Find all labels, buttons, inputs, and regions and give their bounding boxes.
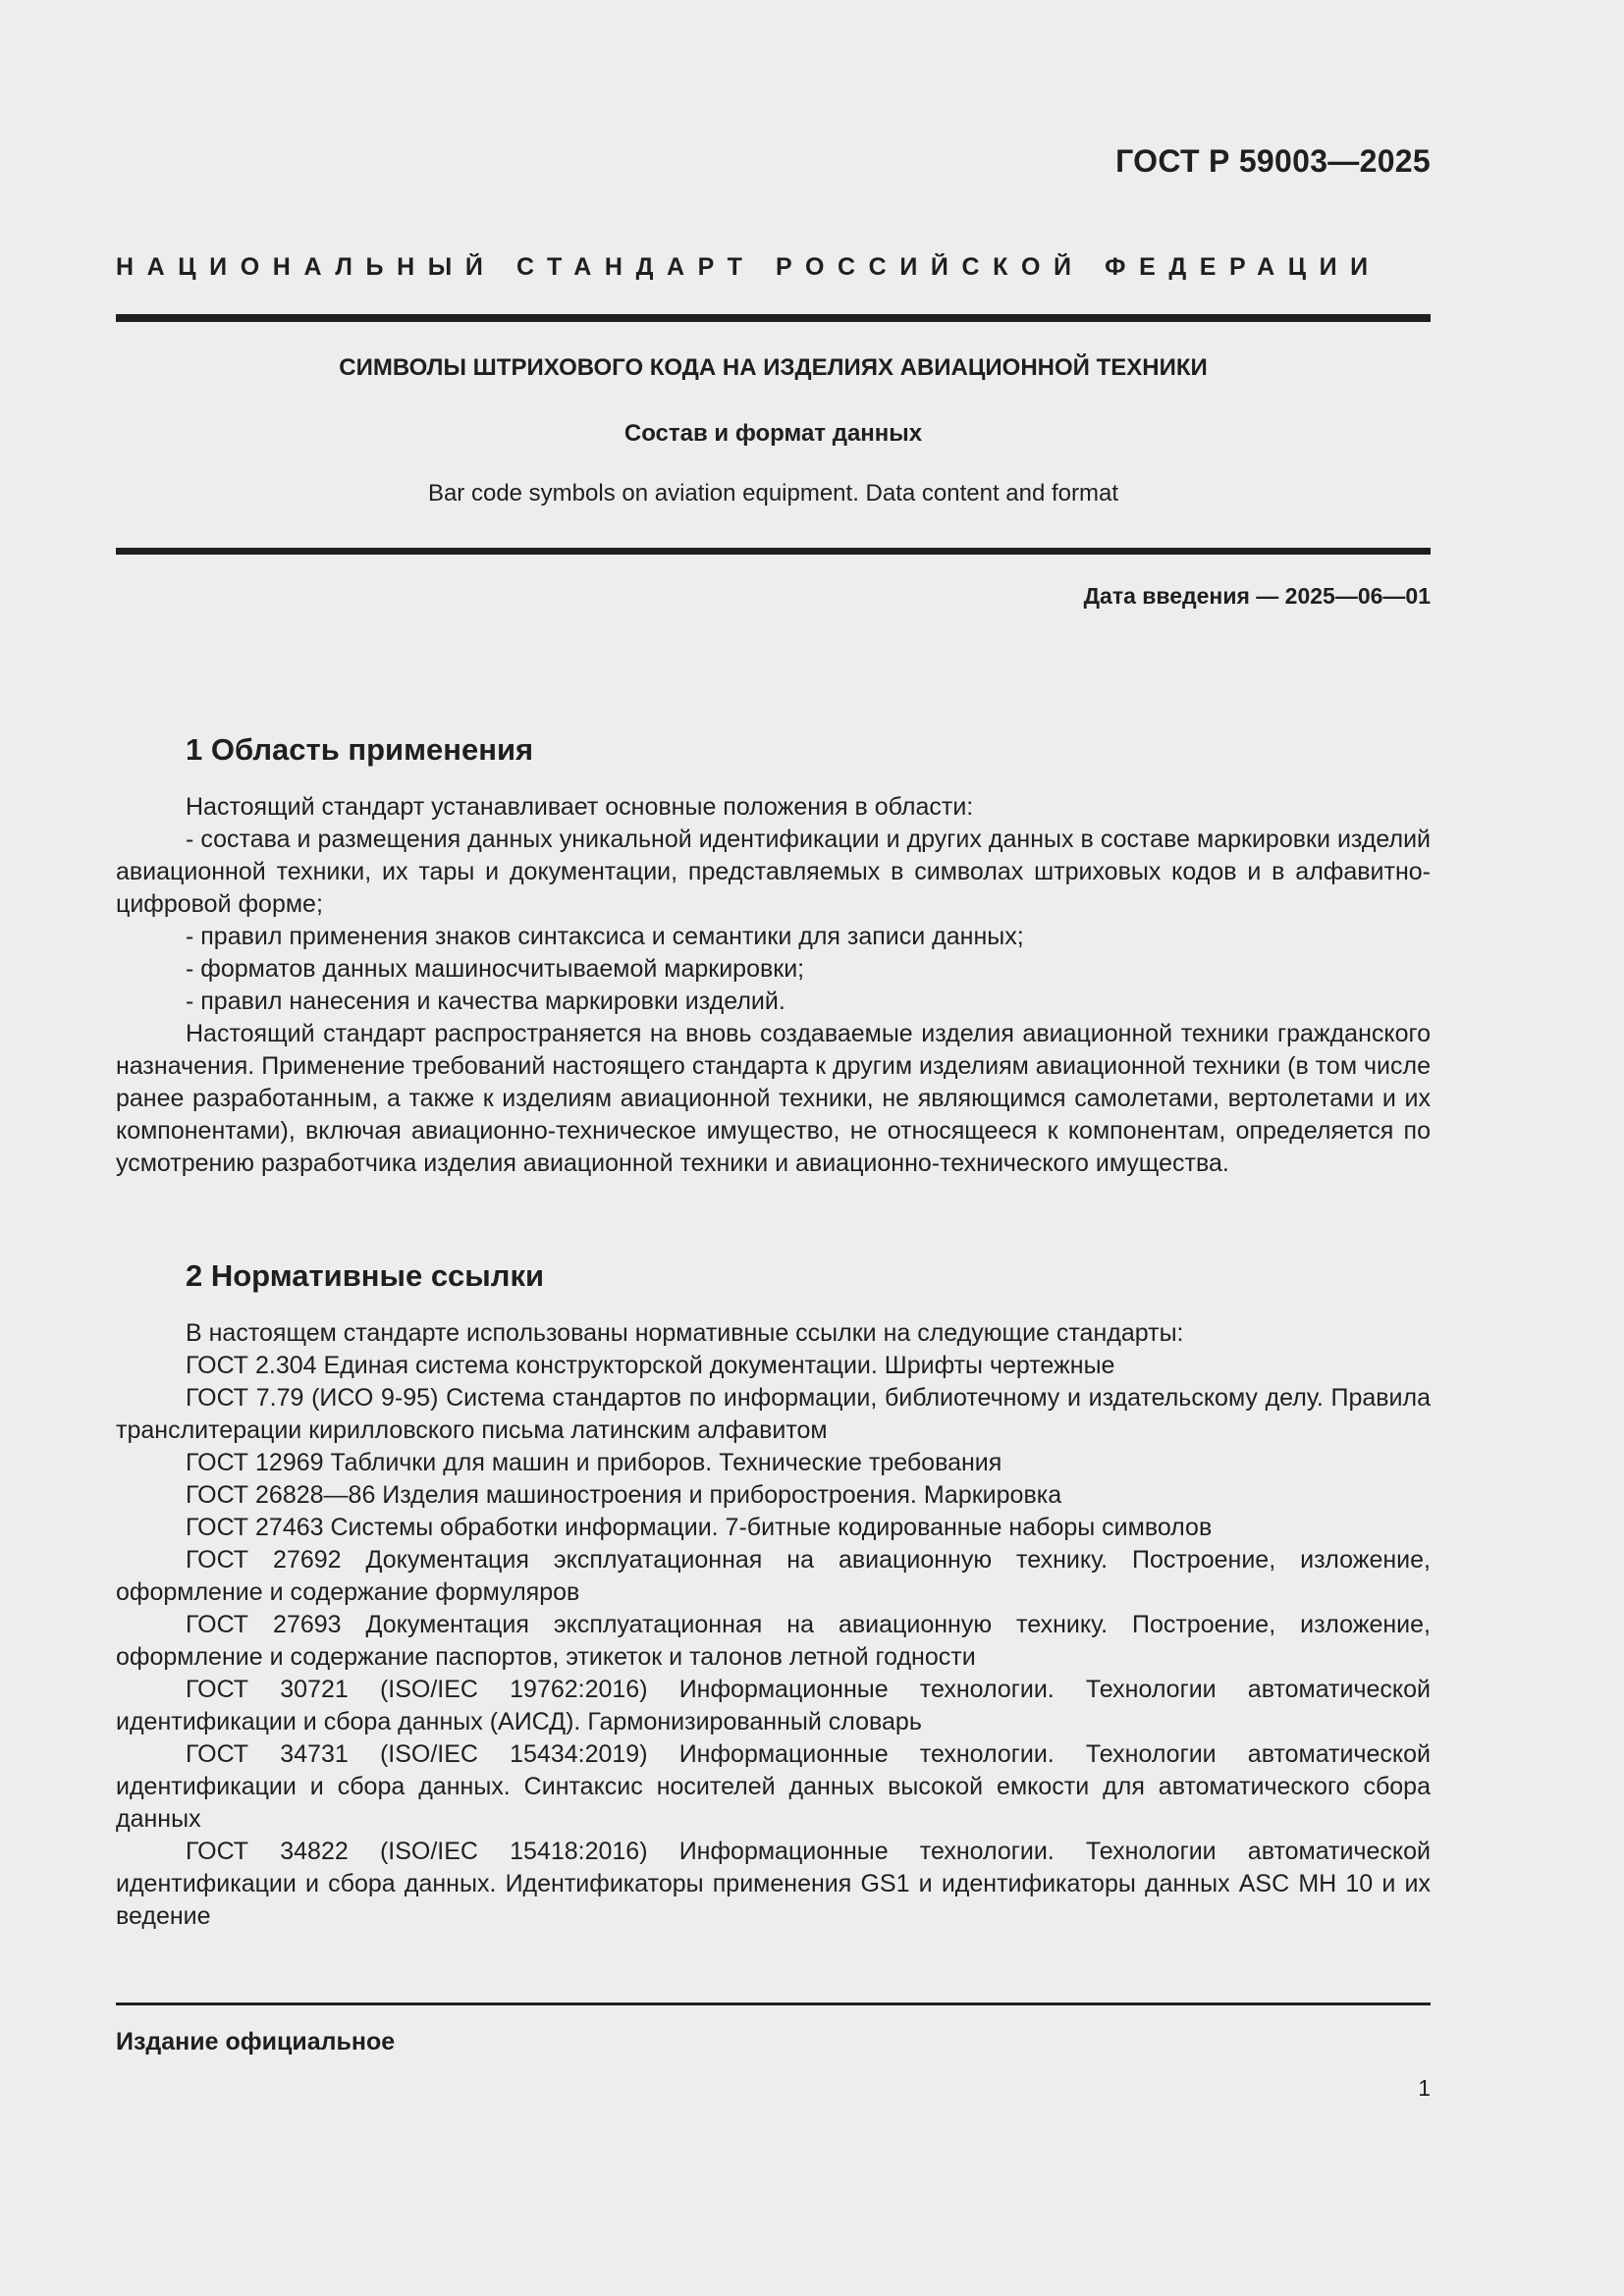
reference-item: ГОСТ 30721 (ISO/IEC 19762:2016) Информационные технологии. Технологии автоматической идентификации и сбора данных (АИСД). Гармонизированный словарь bbox=[116, 1676, 1431, 1735]
title-bottom-rule bbox=[116, 548, 1431, 555]
reference-item: ГОСТ 27693 Документация эксплуатационная на авиационную технику. Построение, изложение, оформление и содержание паспортов, этикеток и талонов летной годности bbox=[116, 1611, 1431, 1671]
paragraph: Настоящий стандарт распространяется на вновь создаваемые изделия авиационной техники гражданского назначения. Применение требований настоящего стандарта к другим изделиям авиационной техники (в том числе ранее разработанным, а также к изделиям авиационной техники, не являющимся самолетами, вертолетами и их компонентами), включая авиационно-техническое имущество, не относящееся к компонентам, определяется по усмотрению разработчика изделия авиационной техники и авиационно-технического имущества. bbox=[116, 1020, 1431, 1177]
section-heading: 1 Область применения bbox=[186, 732, 534, 767]
reference-item: ГОСТ 34822 (ISO/IEC 15418:2016) Информационные технологии. Технологии автоматической идентификации и сбора данных. Идентификаторы применения GS1 и идентификаторы данных ASC MH 10 и их ведение bbox=[116, 1838, 1431, 1930]
english-title: Bar code symbols on aviation equipment. Data content and format bbox=[427, 480, 1119, 507]
paragraph: В настоящем стандарте использованы нормативные ссылки на следующие стандарты: bbox=[186, 1319, 1184, 1347]
reference-item: ГОСТ 26828—86 Изделия машиностроения и приборостроения. Маркировка bbox=[186, 1481, 1062, 1509]
section-normative-references bbox=[116, 1256, 1431, 1933]
national-standard-title: НАЦИОНАЛЬНЫЙ СТАНДАРТ РОССИЙСКОЙ ФЕДЕРАЦИИ bbox=[116, 253, 1381, 281]
reference-item: ГОСТ 34731 (ISO/IEC 15434:2019) Информационные технологии. Технологии автоматической идентификации и сбора данных. Синтаксис носителей данных высокой емкости для автоматического сбора данных bbox=[116, 1740, 1431, 1833]
top-rule bbox=[116, 314, 1431, 322]
list-item: - правил применения знаков синтаксиса и семантики для записи данных; bbox=[186, 923, 1024, 950]
reference-item: ГОСТ 27463 Системы обработки информации. 7-битные кодированные наборы символов bbox=[186, 1514, 1213, 1541]
paragraph: Настоящий стандарт устанавливает основные положения в области: bbox=[186, 793, 974, 821]
section-heading: 2 Нормативные ссылки bbox=[186, 1258, 545, 1293]
footer-rule bbox=[116, 2002, 1431, 2005]
document-subtitle: Состав и формат данных bbox=[623, 420, 923, 447]
reference-item: ГОСТ 7.79 (ИСО 9-95) Система стандартов по информации, библиотечному и издательскому делу. Правила транслитерации кирилловского письма латинским алфавитом bbox=[116, 1384, 1431, 1444]
introduction-date: Дата введения — 2025—06—01 bbox=[1083, 583, 1431, 609]
official-edition-label: Издание официальное bbox=[116, 2028, 396, 2056]
list-item: - форматов данных машиносчитываемой маркировки; bbox=[186, 955, 805, 983]
document-title: СИМВОЛЫ ШТРИХОВОГО КОДА НА ИЗДЕЛИЯХ АВИАЦИОННОЙ ТЕХНИКИ bbox=[339, 354, 1208, 381]
page-number: 1 bbox=[1418, 2075, 1431, 2101]
document-number: ГОСТ Р 59003—2025 bbox=[1115, 143, 1431, 179]
reference-item: ГОСТ 2.304 Единая система конструкторской документации. Шрифты чертежные bbox=[186, 1352, 1115, 1379]
reference-item: ГОСТ 27692 Документация эксплуатационная на авиационную технику. Построение, изложение, оформление и содержание формуляров bbox=[116, 1546, 1431, 1606]
list-item: - правил нанесения и качества маркировки изделий. bbox=[186, 988, 785, 1015]
reference-item: ГОСТ 12969 Таблички для машин и приборов. Технические требования bbox=[186, 1449, 1002, 1476]
list-item: - состава и размещения данных уникальной идентификации и других данных в составе маркировки изделий авиационной техники, их тары и документации, представляемых в символах штриховых кодов и в алфавитно-цифровой форме; bbox=[116, 826, 1431, 918]
section-scope bbox=[116, 730, 1431, 1180]
